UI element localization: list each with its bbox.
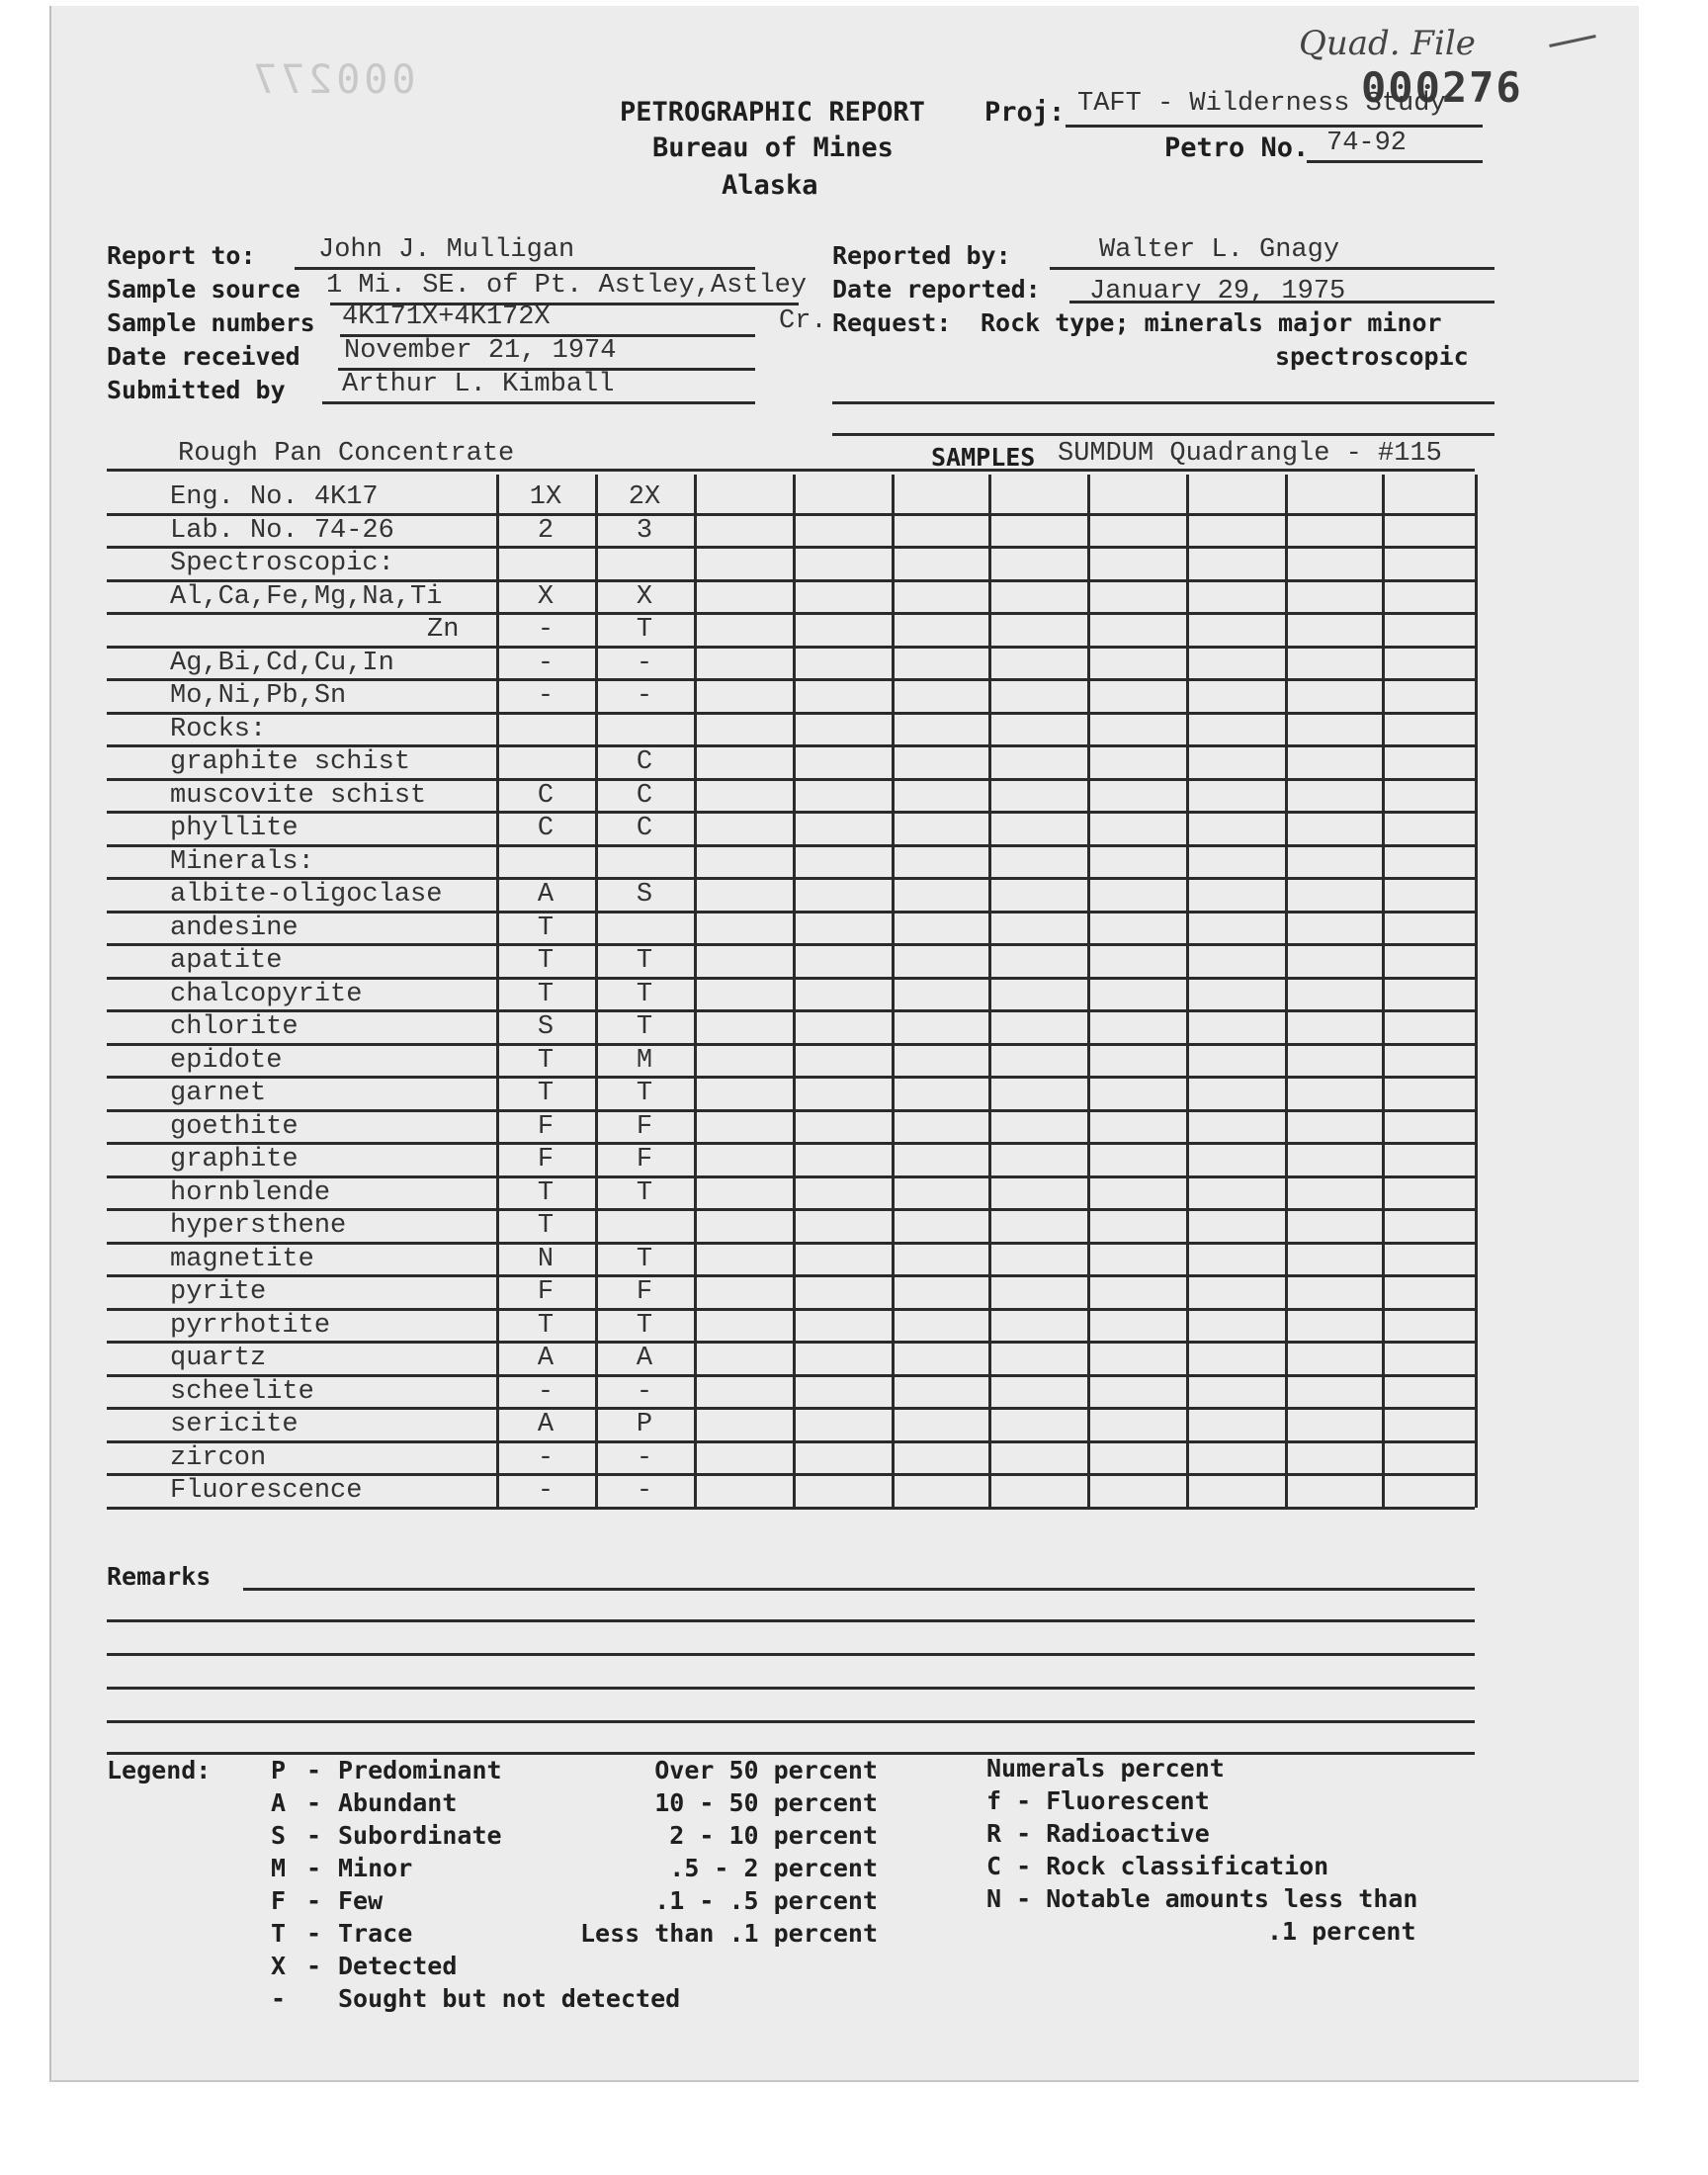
table-cell-sample-2: T xyxy=(636,1012,653,1042)
table-top-rule xyxy=(107,469,1475,472)
table-cell-sample-2: - xyxy=(636,681,653,711)
table-row-label: magnetite xyxy=(170,1244,314,1274)
table-row-rule xyxy=(107,1507,1475,1510)
table-column-rule xyxy=(1475,475,1478,1508)
report-to-underline xyxy=(295,267,755,270)
table-row-label: scheelite xyxy=(170,1376,314,1407)
legend-dash: - xyxy=(306,1821,322,1850)
table-row-label: hornblende xyxy=(170,1177,331,1208)
legend-range: Less than .1 percent xyxy=(579,1919,878,1948)
report-to-value: John J. Mulligan xyxy=(318,235,575,265)
table-cell-sample-2: 2X xyxy=(628,482,661,512)
table-row-rule xyxy=(107,1407,1475,1410)
table-row-label: goethite xyxy=(170,1111,299,1142)
table-left-title: Rough Pan Concentrate xyxy=(178,439,515,469)
table-row-label: Rocks: xyxy=(170,714,267,744)
table-cell-sample-1: S xyxy=(537,1012,555,1042)
table-cell-sample-2: T xyxy=(636,1079,653,1108)
table-cell-sample-1: C xyxy=(537,814,555,843)
table-row-label: garnet xyxy=(170,1079,267,1108)
legend-dash: - xyxy=(306,1788,322,1817)
table-column-rule xyxy=(1087,475,1090,1508)
table-cell-sample-2: - xyxy=(636,1376,653,1407)
table-cell-sample-2: T xyxy=(636,979,653,1009)
legend-name: Predominant xyxy=(338,1756,502,1784)
table-row-rule xyxy=(107,712,1475,715)
table-cell-sample-1: T xyxy=(537,1211,555,1241)
request-blank-line-2 xyxy=(832,433,1494,436)
table-row-label: graphite xyxy=(170,1145,299,1174)
legend-code: A xyxy=(271,1788,287,1817)
table-column-rule xyxy=(1186,475,1189,1508)
sample-source-value: 1 Mi. SE. of Pt. Astley,Astley xyxy=(326,271,808,301)
table-row-rule xyxy=(107,612,1475,615)
table-cell-sample-1: T xyxy=(537,946,555,976)
legend-range: 2 - 10 percent xyxy=(669,1821,878,1850)
table-row-label: Mo,Ni,Pb,Sn xyxy=(170,681,347,711)
table-cell-sample-2: S xyxy=(636,880,653,910)
table-row-label: Spectroscopic: xyxy=(170,549,394,578)
request-blank-line-1 xyxy=(832,401,1494,404)
date-received-value: November 21, 1974 xyxy=(344,336,617,366)
remarks-line-2 xyxy=(107,1619,1475,1622)
table-row-rule xyxy=(107,1043,1475,1046)
submitted-by-underline xyxy=(322,401,755,404)
table-cell-sample-2: C xyxy=(636,747,653,777)
table-column-rule xyxy=(892,475,895,1508)
sample-numbers-value: 4K171X+4K172X xyxy=(342,303,551,332)
table-cell-sample-2: F xyxy=(636,1111,653,1142)
table-row-rule xyxy=(107,1341,1475,1344)
page-number: 000276 xyxy=(1361,63,1523,112)
legend-name: Subordinate xyxy=(338,1821,502,1850)
legend-range: 10 - 50 percent xyxy=(654,1788,878,1817)
table-row-rule xyxy=(107,1076,1475,1079)
table-cell-sample-2: X xyxy=(636,581,653,612)
table-row-label: hypersthene xyxy=(170,1211,347,1241)
table-row-label: pyrite xyxy=(170,1277,267,1307)
table-cell-sample-2: - xyxy=(636,1476,653,1506)
table-cell-sample-2: A xyxy=(636,1344,653,1373)
legend-code: X xyxy=(271,1952,287,1980)
table-row-label: muscovite schist xyxy=(170,780,427,811)
legend-name: Minor xyxy=(338,1854,413,1882)
table-row-rule xyxy=(107,911,1475,914)
report-subtitle: Bureau of Mines xyxy=(652,132,894,163)
legend-note: N - Notable amounts less than xyxy=(986,1884,1418,1913)
table-cell-sample-1: - xyxy=(537,648,555,678)
table-cell-sample-2: F xyxy=(636,1145,653,1174)
legend-note: Numerals percent xyxy=(986,1754,1225,1783)
table-cell-sample-1: A xyxy=(537,1410,555,1439)
petro-value: 74-92 xyxy=(1326,129,1408,158)
legend-dash: - xyxy=(306,1756,322,1784)
table-row-rule xyxy=(107,1142,1475,1145)
table-row-label: phyllite xyxy=(170,814,299,843)
table-cell-sample-2: C xyxy=(636,814,653,843)
legend-dash: - xyxy=(306,1854,322,1882)
table-row-label: chalcopyrite xyxy=(170,979,363,1009)
report-to-label: Report to: xyxy=(107,241,256,270)
handwritten-note: Quad. File xyxy=(1299,24,1476,63)
legend-name: Abundant xyxy=(338,1788,458,1817)
table-cell-sample-1: 2 xyxy=(537,515,555,546)
table-row-label: Lab. No. 74-26 xyxy=(170,515,394,546)
date-reported-label: Date reported: xyxy=(832,275,1041,304)
legend-code: - xyxy=(271,1984,287,2013)
table-row-label: Fluorescence xyxy=(170,1476,363,1506)
remarks-line-4 xyxy=(107,1687,1475,1690)
table-row-label: albite-oligoclase xyxy=(170,880,443,910)
legend-name: Sought but not detected xyxy=(338,1984,681,2013)
proj-label: Proj: xyxy=(984,97,1066,128)
table-cell-sample-1: T xyxy=(537,979,555,1009)
document-page xyxy=(49,6,1639,2082)
handwritten-mark xyxy=(1549,35,1596,47)
reported-by-label: Reported by: xyxy=(832,241,1011,270)
table-cell-sample-2: T xyxy=(636,946,653,976)
table-cell-sample-2: C xyxy=(636,780,653,811)
table-cell-sample-2: - xyxy=(636,648,653,678)
table-row-label: pyrrhotite xyxy=(170,1310,331,1341)
table-cell-sample-1: - xyxy=(537,681,555,711)
table-row-label: Zn xyxy=(427,615,460,645)
table-cell-sample-2: T xyxy=(636,615,653,645)
table-column-rule xyxy=(1382,475,1385,1508)
submitted-by-label: Submitted by xyxy=(107,376,286,404)
table-row-label: Eng. No. 4K17 xyxy=(170,482,379,512)
reported-by-underline xyxy=(1050,267,1494,270)
table-row-label: Al,Ca,Fe,Mg,Na,Ti xyxy=(170,581,443,612)
table-row-label: Ag,Bi,Cd,Cu,In xyxy=(170,648,394,678)
table-row-label: chlorite xyxy=(170,1012,299,1042)
table-cell-sample-1: T xyxy=(537,1079,555,1108)
legend-name: Trace xyxy=(338,1919,413,1948)
legend-code: S xyxy=(271,1821,287,1850)
table-column-rule xyxy=(694,475,697,1508)
legend-note: f - Fluorescent xyxy=(986,1786,1210,1815)
petro-label: Petro No. xyxy=(1164,132,1310,163)
table-cell-sample-1: T xyxy=(537,913,555,943)
table-cell-sample-1: - xyxy=(537,1476,555,1506)
remarks-line-1 xyxy=(243,1588,1475,1591)
table-row-rule xyxy=(107,1440,1475,1443)
legend-code: F xyxy=(271,1886,287,1915)
remarks-line-5 xyxy=(107,1720,1475,1723)
table-column-rule xyxy=(988,475,991,1508)
table-column-rule xyxy=(595,475,598,1508)
request-value-line2: spectroscopic xyxy=(1275,342,1469,371)
table-row-rule xyxy=(107,1009,1475,1012)
legend-name: Detected xyxy=(338,1952,458,1980)
table-cell-sample-1: T xyxy=(537,1177,555,1208)
table-cell-sample-2: 3 xyxy=(636,515,653,546)
date-reported-value: January 29, 1975 xyxy=(1089,277,1346,306)
table-cell-sample-1: - xyxy=(537,615,555,645)
table-cell-sample-1: X xyxy=(537,581,555,612)
table-cell-sample-1: T xyxy=(537,1310,555,1341)
reported-by-value: Walter L. Gnagy xyxy=(1099,235,1340,265)
sample-numbers-label: Sample numbers xyxy=(107,308,315,337)
table-cell-sample-2: T xyxy=(636,1244,653,1274)
table-cell-sample-2: M xyxy=(636,1045,653,1076)
request-prefix: Cr. xyxy=(779,306,827,336)
report-location: Alaska xyxy=(722,170,818,201)
legend-name: Few xyxy=(338,1886,384,1915)
legend-range: .5 - 2 percent xyxy=(669,1854,878,1882)
table-row-label: epidote xyxy=(170,1045,283,1076)
legend-note: .1 percent xyxy=(1267,1917,1416,1946)
table-row-label: quartz xyxy=(170,1344,267,1373)
table-cell-sample-1: F xyxy=(537,1277,555,1307)
legend-label: Legend: xyxy=(107,1756,212,1784)
table-row-label: Minerals: xyxy=(170,846,314,877)
reverse-page-number: 000277 xyxy=(249,57,416,103)
table-row-rule xyxy=(107,1109,1475,1112)
table-cell-sample-1: A xyxy=(537,1344,555,1373)
legend-range: Over 50 percent xyxy=(654,1756,878,1784)
date-received-label: Date received xyxy=(107,342,300,371)
table-row-rule xyxy=(107,1274,1475,1277)
legend-note: R - Radioactive xyxy=(986,1819,1210,1848)
table-cell-sample-1: N xyxy=(537,1244,555,1274)
table-cell-sample-1: A xyxy=(537,880,555,910)
samples-label: SAMPLES xyxy=(931,443,1036,472)
legend-dash: - xyxy=(306,1886,322,1915)
legend-note: C - Rock classification xyxy=(986,1852,1329,1880)
petro-underline xyxy=(1307,160,1483,163)
proj-value: TAFT - Wilderness Study xyxy=(1077,89,1446,119)
table-cell-sample-1: F xyxy=(537,1145,555,1174)
legend-dash: - xyxy=(306,1952,322,1980)
table-cell-sample-2: - xyxy=(636,1442,653,1473)
table-cell-sample-2: T xyxy=(636,1177,653,1208)
table-cell-sample-1: - xyxy=(537,1442,555,1473)
table-row-label: sericite xyxy=(170,1410,299,1439)
table-cell-sample-2: T xyxy=(636,1310,653,1341)
sample-source-label: Sample source xyxy=(107,275,300,304)
table-cell-sample-1: F xyxy=(537,1111,555,1142)
remarks-label: Remarks xyxy=(107,1562,212,1591)
report-title: PETROGRAPHIC REPORT xyxy=(620,97,925,128)
samples-value: SUMDUM Quadrangle - #115 xyxy=(1058,439,1442,469)
table-row-label: apatite xyxy=(170,946,283,976)
legend-code: M xyxy=(271,1854,287,1882)
request-label: Request: xyxy=(832,308,952,337)
table-row-rule xyxy=(107,811,1475,814)
table-row-label: andesine xyxy=(170,913,299,943)
table-column-rule xyxy=(496,475,499,1508)
legend-range: .1 - .5 percent xyxy=(654,1886,878,1915)
legend-code: T xyxy=(271,1919,287,1948)
table-column-rule xyxy=(1285,475,1288,1508)
proj-underline xyxy=(1066,125,1483,128)
legend-dash: - xyxy=(306,1919,322,1948)
table-cell-sample-1: T xyxy=(537,1045,555,1076)
legend-code: P xyxy=(271,1756,287,1784)
table-cell-sample-1: 1X xyxy=(529,482,562,512)
table-cell-sample-1: C xyxy=(537,780,555,811)
date-reported-underline xyxy=(1069,301,1494,304)
request-value-line1: Rock type; minerals major minor xyxy=(981,308,1442,337)
table-row-label: graphite schist xyxy=(170,747,411,777)
submitted-by-value: Arthur L. Kimball xyxy=(342,370,615,399)
table-cell-sample-2: P xyxy=(636,1410,653,1439)
table-row-label: zircon xyxy=(170,1442,267,1473)
table-cell-sample-1: - xyxy=(537,1376,555,1407)
table-row-rule xyxy=(107,943,1475,946)
remarks-line-3 xyxy=(107,1653,1475,1656)
table-cell-sample-2: F xyxy=(636,1277,653,1307)
table-column-rule xyxy=(793,475,796,1508)
remarks-line-6 xyxy=(107,1752,1475,1755)
